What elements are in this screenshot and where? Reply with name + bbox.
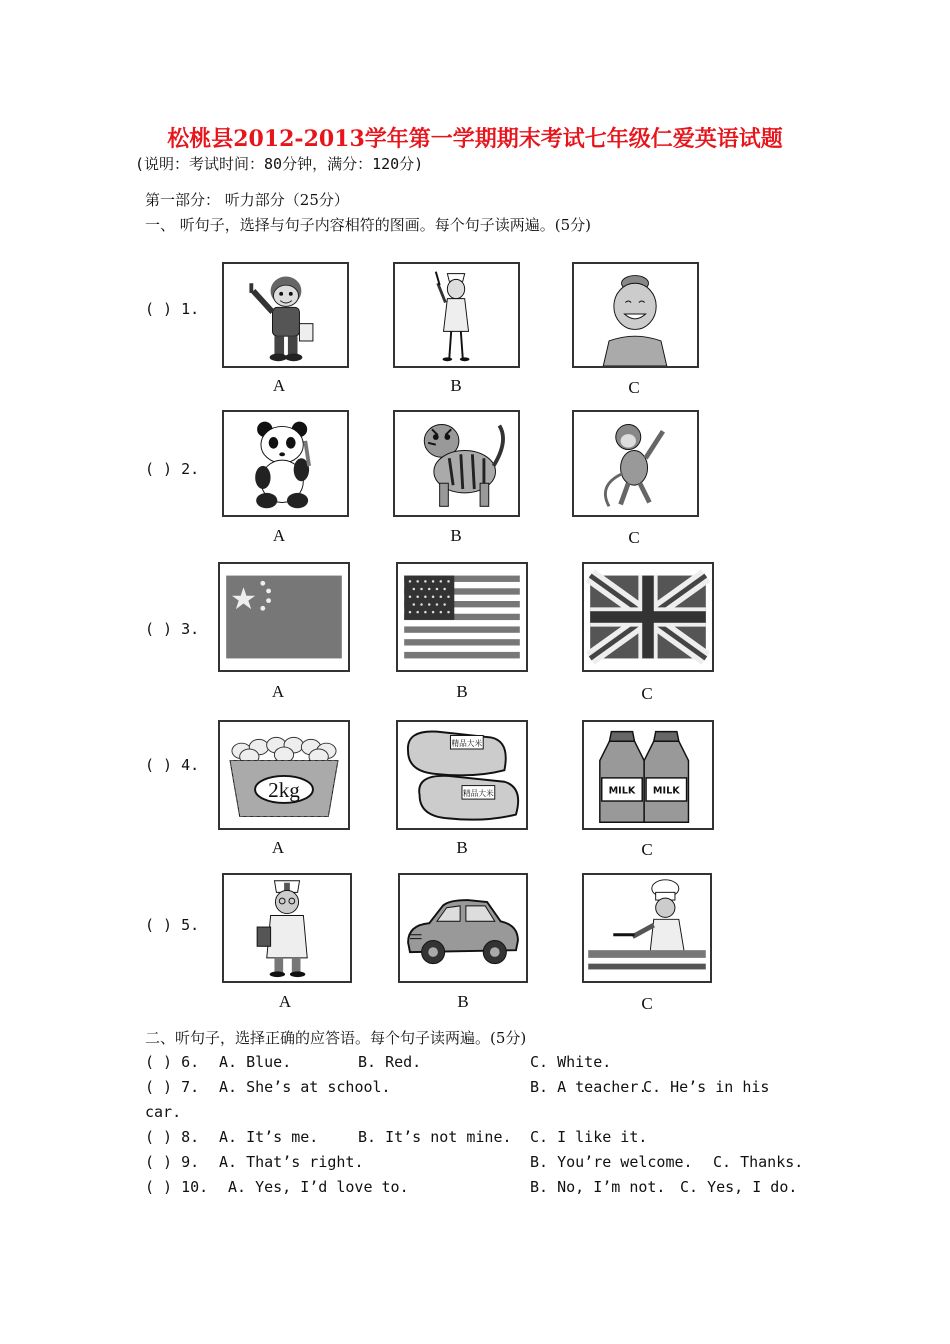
panda-icon bbox=[224, 412, 347, 515]
china-flag-icon bbox=[220, 564, 348, 670]
question-1-number: ( ) 1. bbox=[145, 300, 200, 318]
q5-option-c-picture[interactable] bbox=[582, 873, 712, 983]
question-3-number: ( ) 3. bbox=[145, 620, 200, 638]
q3-option-b-picture[interactable] bbox=[396, 562, 528, 672]
question-6-option-a[interactable]: A. Blue. bbox=[219, 1053, 292, 1071]
q5-label-b: B bbox=[457, 992, 469, 1011]
basket-weight-label: 2kg bbox=[268, 778, 300, 803]
car-icon bbox=[400, 875, 526, 981]
question-9-option-a[interactable]: A. That’s right. bbox=[219, 1153, 364, 1171]
q4-label-a: A bbox=[271, 838, 285, 857]
q2-label-b: B bbox=[450, 526, 462, 545]
q2-label-a: A bbox=[272, 526, 286, 545]
question-10-number: ( ) 10. bbox=[145, 1178, 209, 1196]
q3-option-a-picture[interactable] bbox=[218, 562, 350, 672]
egg-basket-icon bbox=[220, 722, 348, 828]
question-7-number: ( ) 7. bbox=[145, 1078, 200, 1096]
q3-label-a: A bbox=[271, 682, 285, 701]
page-title: 松桃县2012-2013学年第一学期期末考试七年级仁爱英语试题 bbox=[167, 126, 783, 152]
q5-option-a-picture[interactable] bbox=[222, 873, 352, 983]
rice-label-top: 精品大米 bbox=[451, 739, 483, 749]
q4-option-a-picture[interactable] bbox=[218, 720, 350, 830]
usa-flag-icon bbox=[398, 564, 526, 670]
question-6-option-c[interactable]: C. White. bbox=[530, 1053, 612, 1071]
section2-heading: 二、听句子，选择正确的应答语。每个句子读两遍。(5分) bbox=[145, 1029, 527, 1047]
q3-label-c: C bbox=[641, 684, 653, 703]
question-10-option-b[interactable]: B. No, I’m not. bbox=[530, 1178, 666, 1196]
q5-label-a: A bbox=[278, 992, 292, 1011]
rice-bags-icon bbox=[398, 722, 526, 828]
q4-option-b-picture[interactable] bbox=[396, 720, 528, 830]
question-7-option-c[interactable]: C. He’s in his bbox=[643, 1078, 770, 1096]
q1-label-c: C bbox=[628, 378, 640, 397]
question-8-option-b[interactable]: B. It’s not mine. bbox=[358, 1128, 512, 1146]
question-5-number: ( ) 5. bbox=[145, 916, 200, 934]
q1-option-b-picture[interactable] bbox=[393, 262, 520, 368]
tiger-icon bbox=[395, 412, 518, 515]
chef-icon bbox=[584, 875, 710, 981]
question-2-number: ( ) 2. bbox=[145, 460, 200, 478]
q4-option-c-picture[interactable] bbox=[582, 720, 714, 830]
question-7-option-b[interactable]: B. A teacher. bbox=[530, 1078, 648, 1096]
milk-label-left: MILK bbox=[608, 785, 636, 797]
question-4-number: ( ) 4. bbox=[145, 756, 200, 774]
question-7-option-c-continued: car. bbox=[145, 1103, 182, 1121]
part1-heading: 第一部分： 听力部分（25分） bbox=[145, 191, 349, 209]
question-9-option-b[interactable]: B. You’re welcome. bbox=[530, 1153, 693, 1171]
rice-label-bottom: 精品大米 bbox=[462, 789, 494, 799]
question-6-number: ( ) 6. bbox=[145, 1053, 200, 1071]
nurse-icon bbox=[395, 264, 518, 366]
question-9-number: ( ) 9. bbox=[145, 1153, 200, 1171]
q2-option-c-picture[interactable] bbox=[572, 410, 699, 517]
milk-bottles-icon bbox=[584, 722, 712, 828]
q3-option-c-picture[interactable] bbox=[582, 562, 714, 672]
q1-label-b: B bbox=[450, 376, 462, 395]
section1-heading: 一、 听句子，选择与句子内容相符的图画。每个句子读两遍。(5分) bbox=[145, 216, 592, 234]
question-8-option-a[interactable]: A. It’s me. bbox=[219, 1128, 319, 1146]
q5-option-b-picture[interactable] bbox=[398, 873, 528, 983]
question-7-option-a[interactable]: A. She’s at school. bbox=[219, 1078, 391, 1096]
q2-option-a-picture[interactable] bbox=[222, 410, 349, 517]
q5-label-c: C bbox=[641, 994, 653, 1013]
question-6-option-b[interactable]: B. Red. bbox=[358, 1053, 422, 1071]
milk-label-right: MILK bbox=[652, 785, 680, 797]
q1-option-a-picture[interactable] bbox=[222, 262, 349, 368]
exam-note: (说明：考试时间：80分钟，满分：120分) bbox=[135, 155, 424, 173]
q4-label-b: B bbox=[456, 838, 468, 857]
monkey-icon bbox=[574, 412, 697, 515]
woman-smiling-icon bbox=[574, 264, 697, 366]
uk-flag-icon bbox=[584, 564, 712, 670]
q1-label-a: A bbox=[272, 376, 286, 395]
question-10-option-c[interactable]: C. Yes, I do. bbox=[680, 1178, 798, 1196]
question-10-option-a[interactable]: A. Yes, I’d love to. bbox=[228, 1178, 409, 1196]
question-9-option-c[interactable]: C. Thanks. bbox=[713, 1153, 804, 1171]
q1-option-c-picture[interactable] bbox=[572, 262, 699, 368]
boy-pointing-icon bbox=[224, 264, 347, 366]
question-8-option-c[interactable]: C. I like it. bbox=[530, 1128, 648, 1146]
question-8-number: ( ) 8. bbox=[145, 1128, 200, 1146]
q2-label-c: C bbox=[628, 528, 640, 547]
q2-option-b-picture[interactable] bbox=[393, 410, 520, 517]
doctor-icon bbox=[224, 875, 350, 981]
q4-label-c: C bbox=[641, 840, 653, 859]
q3-label-b: B bbox=[456, 682, 468, 701]
